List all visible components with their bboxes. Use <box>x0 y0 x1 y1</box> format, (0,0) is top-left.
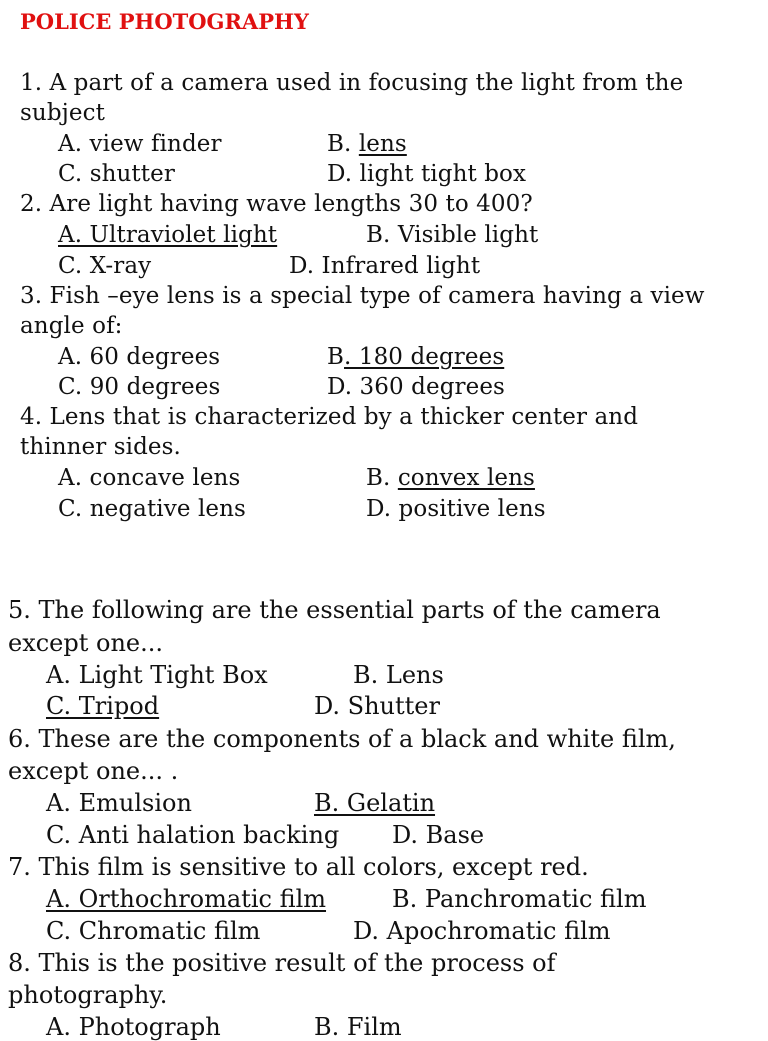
question-4-stem-line-2: thinner sides. <box>20 434 181 460</box>
question-7-option-d: D. Apochromatic film <box>353 917 611 945</box>
page-title: POLICE PHOTOGRAPHY <box>20 9 309 34</box>
question-3-option-c: C. 90 degrees <box>58 374 221 400</box>
question-8-stem-line-2: photography. <box>8 981 168 1009</box>
question-1-option-c: C. shutter <box>58 161 175 187</box>
question-5-option-d: D. Shutter <box>314 692 440 720</box>
question-3-option-a: A. 60 degrees <box>58 344 221 370</box>
question-1-option-d: D. light tight box <box>327 161 527 187</box>
question-7-option-b: B. Panchromatic film <box>392 885 647 913</box>
question-8-stem-line-1: 8. This is the positive result of the process of <box>8 949 556 977</box>
question-1-stem-line-1: 1. A part of a camera used in focusing the light from the <box>20 70 684 96</box>
question-2-option-d: D. Infrared light <box>289 253 481 279</box>
question-4-option-d: D. positive lens <box>366 496 546 522</box>
question-3-option-d: D. 360 degrees <box>327 374 505 400</box>
question-8-option-b: B. Film <box>314 1013 402 1041</box>
question-1-stem-line-2: subject <box>20 100 105 126</box>
question-2-option-a-answer: A. Ultraviolet light <box>58 222 278 248</box>
question-3-stem-line-1: 3. Fish –eye lens is a special type of camera having a view <box>20 283 705 309</box>
question-7-option-a-answer: A. Orthochromatic film <box>46 885 327 913</box>
question-6-option-d: D. Base <box>392 821 485 849</box>
question-2-option-c: C. X-ray <box>58 253 152 279</box>
question-5-stem-line-2: except one... <box>8 629 164 657</box>
question-4-answer: convex lens <box>397 465 535 491</box>
question-1-answer: lens <box>358 131 407 157</box>
question-7-option-c: C. Chromatic film <box>46 917 261 945</box>
question-4-stem-line-1: 4. Lens that is characterized by a thicker center and <box>20 404 639 430</box>
question-1-option-b <box>327 131 407 157</box>
question-6-option-b-answer: B. Gelatin <box>314 789 436 817</box>
question-6-stem-line-1: 6. These are the components of a black and white film, <box>8 725 676 753</box>
option-b-prefix: B. <box>366 465 398 491</box>
question-8-option-a: A. Photograph <box>46 1013 221 1041</box>
question-3-answer: . 180 degrees <box>344 344 505 370</box>
option-b-prefix: B. <box>327 131 359 157</box>
question-5-option-b: B. Lens <box>353 661 444 689</box>
question-6-option-c: C. Anti halation backing <box>46 821 340 849</box>
question-3-stem-line-2: angle of: <box>20 313 123 339</box>
question-2-option-b: B. Visible light <box>366 222 539 248</box>
question-5-option-a: A. Light Tight Box <box>46 661 268 689</box>
question-5-stem-line-1: 5. The following are the essential parts of the camera <box>8 596 661 624</box>
question-4-option-b <box>366 465 535 491</box>
question-3-option-b <box>327 344 504 370</box>
question-7-stem-line-1: 7. This film is sensitive to all colors, except red. <box>8 853 589 881</box>
question-5-option-c-answer: C. Tripod <box>46 692 160 720</box>
question-4-option-a: A. concave lens <box>58 465 241 491</box>
option-b-prefix: B <box>327 344 345 370</box>
question-4-option-c: C. negative lens <box>58 496 246 522</box>
question-6-stem-line-2: except one... . <box>8 757 179 785</box>
question-1-option-a: A. view finder <box>58 131 222 157</box>
question-2-stem-line-1: 2. Are light having wave lengths 30 to 400? <box>20 191 533 217</box>
question-6-option-a: A. Emulsion <box>46 789 192 817</box>
